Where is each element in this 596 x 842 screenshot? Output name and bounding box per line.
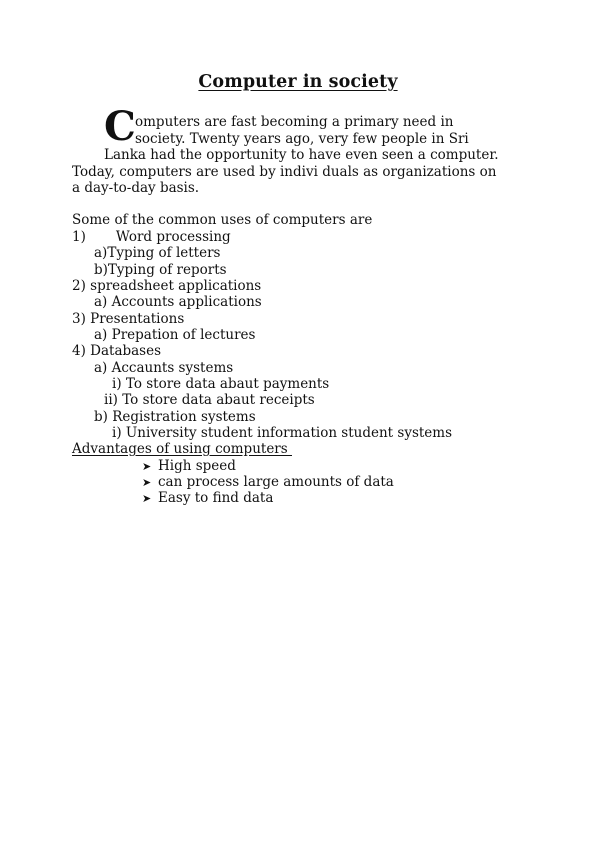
list-item: a) Accounts applications [94, 294, 262, 310]
arrowhead-bullet-icon: ➤ [142, 459, 152, 473]
list-item: ii) To store data abaut receipts [104, 392, 315, 408]
list-item: a)Typing of letters [94, 245, 221, 261]
list-item: 2) spreadsheet applications [72, 278, 262, 294]
intro-line-5: a day-to-day basis. [72, 180, 200, 196]
advantages-heading: Advantages of using computers [72, 441, 292, 457]
arrowhead-bullet-icon: ➤ [142, 475, 152, 489]
document-title: Computer in society [198, 72, 398, 92]
arrowhead-bullet-icon: ➤ [142, 492, 152, 505]
intro-line-2: society. Twenty years ago, very few people in Sri [135, 130, 469, 147]
list-item: b)Typing of reports [94, 261, 227, 278]
list-item: 4) Databases [72, 343, 162, 359]
intro-line-1: omputers are fast becoming a primary need in [135, 114, 454, 130]
advantage-text: can process large amounts of data [158, 473, 394, 490]
list-item: b) Registration systems [94, 408, 256, 425]
advantage-item [142, 474, 394, 491]
advantage-text: Easy to find data [158, 490, 274, 506]
intro-line-3: Lanka had the opportunity to have even seen a computer. [104, 147, 499, 163]
list-item: 1) Word processing [72, 228, 231, 245]
list-item: a) Accaunts systems [94, 359, 234, 376]
list-item: i) University student information student systems [112, 425, 453, 441]
advantage-item [142, 490, 273, 507]
advantage-text: High speed [158, 457, 236, 474]
intro-line-4: Today, computers are used by indivi duals as organizations on [72, 163, 497, 180]
advantage-item [142, 458, 236, 475]
uses-intro: Some of the common uses of computers are [72, 212, 373, 228]
drop-cap: C [104, 103, 136, 150]
list-item: 3) Presentations [72, 310, 185, 327]
list-item: i) To store data abaut payments [112, 376, 330, 392]
list-item: a) Prepation of lectures [94, 327, 256, 343]
